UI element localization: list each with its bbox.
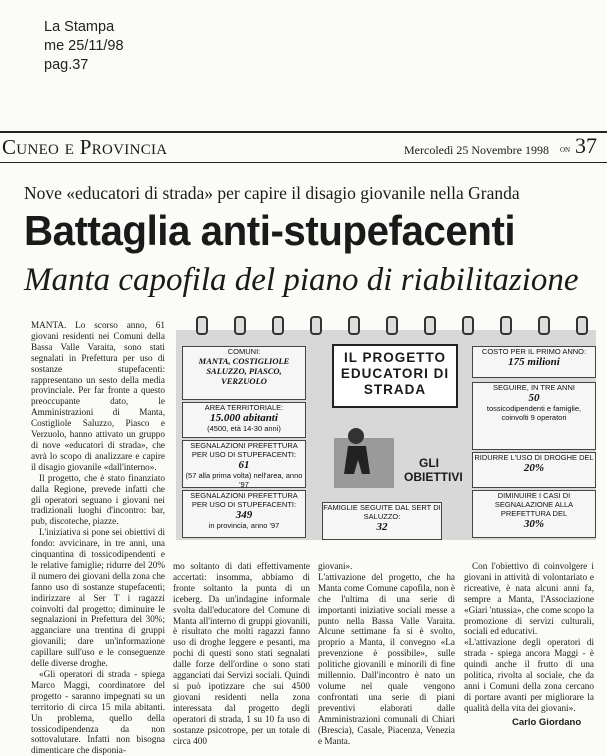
famiglie-value: 32 xyxy=(376,521,388,533)
note-newspaper: La Stampa xyxy=(44,19,115,35)
seguire-note-2: coinvolti 9 operatori xyxy=(501,413,567,422)
spiral-ring xyxy=(196,316,208,335)
paragraph: «Gli operatori di strada - spiega Marco Maggi, coordinatore del progetto - saranno impegnati su un territorio di circa 15 mila abitanti. Un problema, quello della tossicodipendenza da non sottovalutare. Infatti non bisogna dimenticare che disponia- xyxy=(31,669,165,756)
diminuire-box xyxy=(472,490,596,538)
spiral-ring xyxy=(576,316,588,335)
segnalazioni-value: 61 xyxy=(238,459,250,471)
header-bottom-rule xyxy=(0,162,607,163)
seguire-note: tossicodipendenti e famiglie, xyxy=(486,404,582,413)
comuni-value: MANTA, COSTIGLIOLE SALUZZO, PIASCO, VERZUOLO xyxy=(198,356,290,386)
note-page: pag.37 xyxy=(44,57,89,73)
segnalazioni-label: SEGNALAZIONI PREFETTURA PER USO DI STUPEFACENTI: xyxy=(190,441,298,459)
issue-date: Mercoledì 25 Novembre 1998 xyxy=(404,143,549,157)
graphic-title xyxy=(332,344,458,408)
spiral-ring xyxy=(424,316,436,335)
segnalazioni-provincia-label: SEGNALAZIONI PREFETTURA PER USO DI STUPEFACENTI: xyxy=(190,491,298,509)
famiglie-label: FAMIGLIE SEGUITE DAL SERT DI SALUZZO: xyxy=(323,503,441,521)
segnalazioni-area-box xyxy=(182,440,306,488)
header-top-rule xyxy=(0,131,607,133)
spiral-ring xyxy=(386,316,398,335)
paragraph: mo soltanto di dati effettivamente accertati: insomma, abbiamo di fronte soltanto la punta di un iceberg. Da un'indagine informale svolta dall'educatore del Comune di Manta all'interno di gruppi giovanili, è risultato che molti ragazzi fanno uso di droghe leggere e pesanti, ma pochi di questi sono stati segnalati dalle forze dell'ordine o sono stati agganciati dai Servizi sociali. Quindi si può ipotizzare che sui 4500 giovani residenti nella zona interessata dal progetto degli operatori di strada, 1 su 10 fa uso di sostanze psicotrope, per un totale di circa 400 xyxy=(173,561,310,746)
paragraph: L'iniziativa si pone sei obiettivi di fondo: avvicinare, in tre anni, una cinquantina di tossicodipendenti e le relative famiglie; ridurre del 20% il numero dei giovani della zona che fanno uso di sostanze stupefacenti; indirizzare al Ser T i ragazzi coinvolti dal progetto; diminuire le segnalazioni in Prefettura del 30%; agganciare una trentina di gruppi giovanili; dare un'informazione capillare sull'uso e le conseguenze delle diverse droghe. xyxy=(31,527,165,669)
area-value: 15.000 abitanti xyxy=(210,412,278,424)
ridurre-box xyxy=(472,452,596,488)
handwritten-note xyxy=(44,18,124,75)
infographic xyxy=(172,316,600,548)
costo-box xyxy=(472,346,596,378)
figure-illustration xyxy=(322,408,402,496)
ridurre-value: 20% xyxy=(523,462,545,474)
seguire-box xyxy=(472,382,596,450)
area-box xyxy=(182,402,306,438)
article-subhead: Manta capofila del piano di riabilitazione xyxy=(24,262,579,298)
page-number: 37 xyxy=(575,133,597,158)
column-4 xyxy=(464,561,594,714)
figure-head xyxy=(348,428,364,444)
column-3 xyxy=(318,561,455,746)
column-1 xyxy=(31,320,165,756)
article-kicker: Nove «educatori di strada» per capire il disagio giovanile nella Granda xyxy=(24,183,520,203)
spiral-ring xyxy=(538,316,550,335)
costo-label: COSTO PER IL PRIMO ANNO: xyxy=(481,347,587,356)
spiral-ring xyxy=(500,316,512,335)
note-date: me 25/11/98 xyxy=(44,38,124,54)
ridurre-label: RIDURRE L'USO DI DROGHE DEL xyxy=(474,453,594,462)
area-note: (4500, età 14-30 anni) xyxy=(207,424,281,433)
spiral-ring xyxy=(462,316,474,335)
segnalazioni-provincia-value: 349 xyxy=(235,509,253,521)
area-label: AREA TERRITORIALE: xyxy=(204,403,284,412)
diminuire-label: DIMINUIRE I CASI DI SEGNALAZIONE ALLA PREFETTURA DEL xyxy=(494,491,574,518)
seguire-label: SEGUIRE, IN TRE ANNI xyxy=(493,383,575,392)
paragraph: Con l'obiettivo di coinvolgere i giovani in attività di volontariato e ricreative, è nata alcuni anni fa, sempre a Manta, l'Associazione «Giari 'ntussia», che come scopo la promozione di servizi culturali, sociali ed educativi. «L'attivazione degli operatori di strada - spiega ancora Maggi - è quindi anche il frutto di una politica, rivolta al sociale, che da anni i Comuni della zona cercano di portare avanti per migliorare la qualità della vita dei giovani». xyxy=(464,561,594,713)
seguire-value: 50 xyxy=(528,392,540,404)
author-signature: Carlo Giordano xyxy=(512,717,582,728)
famiglie-box xyxy=(322,502,442,540)
paragraph: giovani». L'attivazione del progetto, che ha Manta come Comune capofila, non è che l'ultima di una serie di importanti iniziative sociali messe a punto nella Bassa Valle Varaita. Alcune settimane fa si è svolto, proprio a Manta, il convegno «La prevenzione è possibile», sulle politiche giovanili e minorili di fine millennio. Dall'incontro è nato un volume nel quale vengono confrontati una serie di piani preventivi elaborati dalle Amministrazioni comunali di Chiari (Brescia), Casale, Piacenza, Venezia e Manta. xyxy=(318,561,455,746)
segnalazioni-note: (57 alla prima volta) nell'area, anno '97 xyxy=(185,471,303,489)
spiral-ring xyxy=(310,316,322,335)
article-headline: Battaglia anti-stupefacenti xyxy=(24,207,516,254)
paragraph: Il progetto, che è stato finanziato dalla Regione, prevede infatti che gli operatori seguano i giovani nei tradizionali luoghi d'incontro: bar, pub, discoteche, piazze. xyxy=(31,472,165,527)
segnalazioni-provincia-note: in provincia, anno '97 xyxy=(208,521,280,530)
comuni-label: COMUNI: xyxy=(227,347,261,356)
column-2 xyxy=(173,561,310,746)
spiral-ring xyxy=(348,316,360,335)
spiral-ring xyxy=(272,316,284,335)
comuni-box xyxy=(182,346,306,400)
paragraph: MANTA. Lo scorso anno, 61 giovani residenti nei Comuni della Bassa Valle Varaita, sono stati segnalati in Prefettura per uso di sostanze stupefacenti: rappresentano un sesto della media provinciale. Per far fronte a questo preoccupante dato, le Amministrazioni di Manta, Costigliole Saluzzo, Piasco e Verzuolo, hanno attivato un gruppo di nove «educatori di strada», che avrà lo scopo di analizzare e capire il disagio giovanile «dall'interno». xyxy=(31,320,165,472)
graphic-title-text: IL PROGETTO EDUCATORI DI STRADA xyxy=(340,350,450,397)
obiettivi-label: GLI OBIETTIVI xyxy=(404,456,463,484)
segnalazioni-provincia-box xyxy=(182,490,306,538)
spiral-ring xyxy=(234,316,246,335)
section-title: Cuneo e Provincia xyxy=(2,135,168,159)
page-prefix: ON xyxy=(560,146,571,154)
costo-value: 175 milioni xyxy=(508,356,560,368)
diminuire-value: 30% xyxy=(523,518,545,530)
